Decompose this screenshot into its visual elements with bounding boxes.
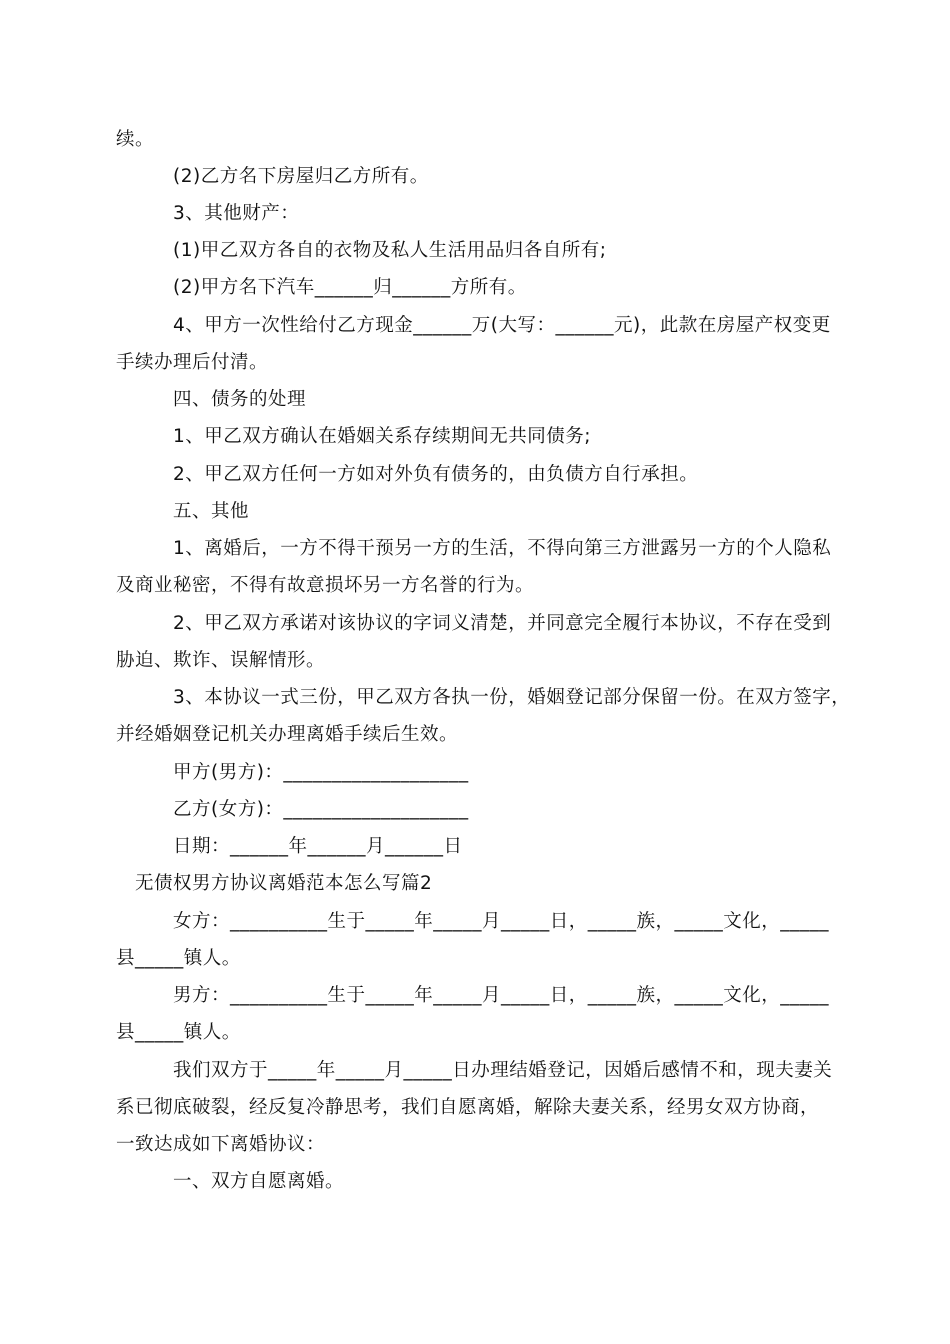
text-line: 续。 — [116, 129, 155, 150]
text-line: 4、甲方一次性给付乙方现金______万(大写：______元)，此款在房屋产权变更 — [173, 315, 831, 336]
date-line: 日期：______年______月______日 — [173, 836, 463, 857]
text-line: 手续办理后付清。 — [116, 352, 269, 373]
article-title: 无债权男方协议离婚范本怎么写篇2 — [135, 873, 433, 894]
text-line: (2)甲方名下汽车______归______方所有。 — [173, 277, 527, 298]
section-heading: 一、双方自愿离婚。 — [173, 1171, 345, 1192]
text-line: (2)乙方名下房屋归乙方所有。 — [173, 166, 429, 187]
text-line: 2、甲乙双方承诺对该协议的字词义清楚，并同意完全履行本协议，不存在受到 — [173, 613, 832, 634]
section-heading: 五、其他 — [173, 501, 250, 522]
text-line: 县_____镇人。 — [116, 1022, 241, 1043]
text-line: 1、甲乙双方确认在婚姻关系存续期间无共同债务; — [173, 426, 592, 447]
signature-line-party-b: 乙方(女方)：___________________ — [173, 799, 469, 820]
text-line: 3、其他财产： — [173, 203, 300, 224]
text-line: 胁迫、欺诈、误解情形。 — [116, 650, 326, 671]
text-line: 3、本协议一式三份，甲乙双方各执一份，婚姻登记部分保留一份。在双方签字， — [173, 687, 851, 708]
text-line: 一致达成如下离婚协议： — [116, 1134, 326, 1155]
text-line: 我们双方于_____年_____月_____日办理结婚登记，因婚后感情不和，现夫妻关 — [173, 1060, 833, 1081]
text-line: 及商业秘密，不得有故意损坏另一方名誉的行为。 — [116, 575, 535, 596]
text-line: 男方：__________生于_____年_____月_____日，_____族，_____文化，_____ — [173, 985, 830, 1006]
text-line: 2、甲乙双方任何一方如对外负有债务的，由负债方自行承担。 — [173, 464, 699, 485]
text-line: 女方：__________生于_____年_____月_____日，_____族，_____文化，_____ — [173, 911, 830, 932]
text-line: 系已彻底破裂，经反复冷静思考，我们自愿离婚，解除夫妻关系，经男女双方协商， — [116, 1097, 820, 1118]
text-line: 并经婚姻登记机关办理离婚手续后生效。 — [116, 724, 459, 745]
text-line: 县_____镇人。 — [116, 948, 241, 969]
text-line: 1、离婚后，一方不得干预另一方的生活，不得向第三方泄露另一方的个人隐私 — [173, 538, 832, 559]
text-line: (1)甲乙双方各自的衣物及私人生活用品归各自所有; — [173, 240, 607, 261]
section-heading: 四、债务的处理 — [173, 389, 307, 410]
signature-line-party-a: 甲方(男方)：___________________ — [173, 762, 469, 783]
